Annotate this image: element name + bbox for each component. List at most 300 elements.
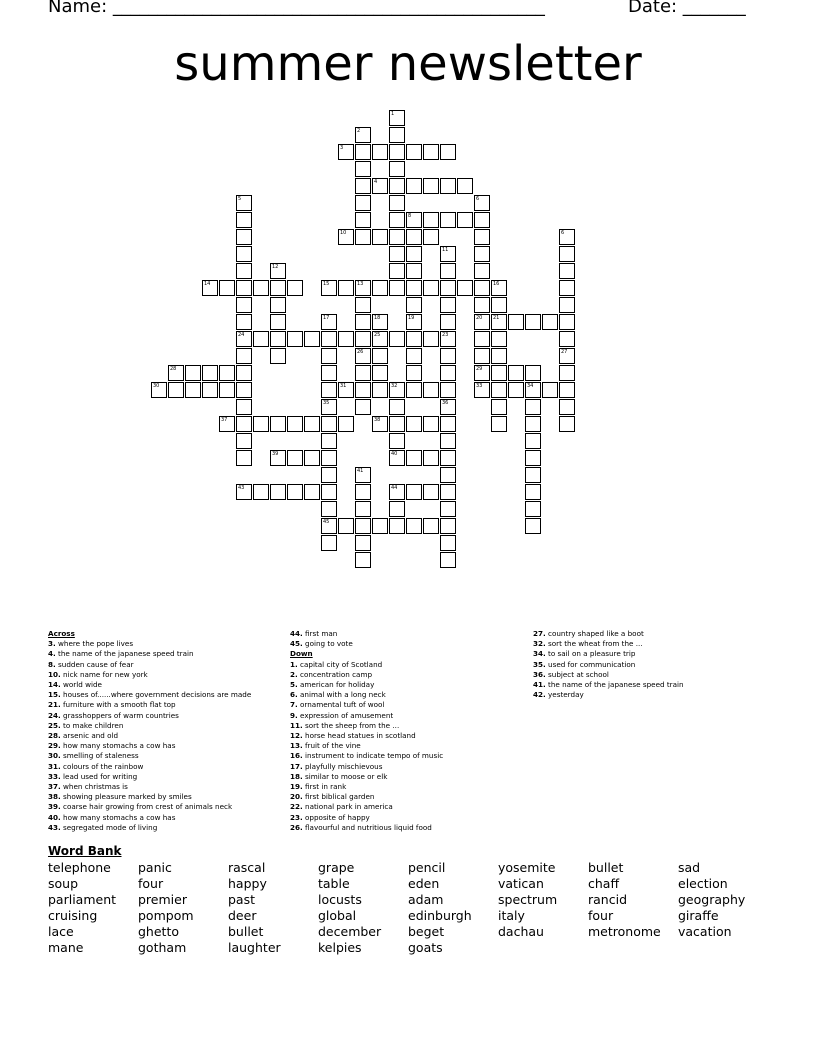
grid-cell[interactable] [287,416,303,432]
clue-text: houses of......where government decisions are made [60,690,252,700]
grid-cell[interactable] [474,229,490,245]
grid-cell[interactable] [525,399,541,415]
grid-cell[interactable] [474,263,490,279]
grid-cell[interactable] [474,348,490,364]
grid-cell[interactable] [355,365,371,381]
grid-cell[interactable] [406,229,422,245]
grid-cell[interactable] [355,399,371,415]
word-bank-item: goats [408,940,443,955]
grid-cell[interactable] [321,450,337,466]
grid-cell[interactable] [389,382,405,398]
clue-text: american for holiday [297,680,375,690]
clue-text: to make children [60,720,124,730]
grid-cell[interactable] [542,382,558,398]
grid-cell[interactable] [372,314,388,330]
grid-cell[interactable] [389,263,405,279]
clue-line [48,721,284,731]
grid-cell[interactable] [559,280,575,296]
clue-line [48,670,284,680]
grid-cell[interactable] [389,178,405,194]
grid-cell[interactable] [270,280,286,296]
grid-cell[interactable] [287,331,303,347]
grid-cell[interactable] [474,246,490,262]
grid-cell[interactable] [321,416,337,432]
clue-number-label: 37. [48,782,61,792]
grid-cell[interactable] [355,212,371,228]
grid-cell[interactable] [389,195,405,211]
grid-cell[interactable] [559,365,575,381]
grid-cell[interactable] [304,331,320,347]
clue-number-label: 45. [290,639,303,649]
grid-cell[interactable] [372,144,388,160]
grid-cell[interactable] [253,484,269,500]
grid-cell[interactable] [236,484,252,500]
grid-cell[interactable] [423,382,439,398]
grid-cell[interactable] [423,144,439,160]
grid-cell[interactable] [236,399,252,415]
grid-cell[interactable] [525,484,541,500]
grid-cell[interactable] [423,331,439,347]
grid-cell[interactable] [236,212,252,228]
grid-cell[interactable] [406,246,422,262]
clue-line [48,639,284,649]
grid-cell[interactable] [406,263,422,279]
clue-text: lead used for writing [60,771,138,781]
grid-cell[interactable] [423,229,439,245]
grid-cell[interactable] [372,280,388,296]
grid-cell[interactable] [321,501,337,517]
clue-line [290,741,526,751]
word-bank-item: bullet [228,924,264,939]
grid-cell[interactable] [355,535,371,551]
grid-cell[interactable] [491,416,507,432]
grid-cell[interactable] [236,365,252,381]
grid-cell[interactable] [559,297,575,313]
word-bank-item: table [318,876,350,891]
grid-cell[interactable] [355,331,371,347]
grid-cell[interactable] [440,399,456,415]
clue-text: animal with a long neck [297,690,386,700]
grid-cell[interactable] [440,212,456,228]
name-field-label: Name: ________________________________________________ [48,0,545,17]
grid-cell[interactable] [389,161,405,177]
grid-cell[interactable] [474,314,490,330]
grid-cell[interactable] [474,331,490,347]
grid-cell[interactable] [270,450,286,466]
grid-cell[interactable] [440,416,456,432]
grid-cell[interactable] [338,229,354,245]
grid-cell[interactable] [440,467,456,483]
clue-number-label: 15. [48,690,61,700]
grid-cell[interactable] [440,450,456,466]
page-title: summer newsletter [174,36,642,92]
grid-cell[interactable] [219,382,235,398]
grid-cell[interactable] [304,450,320,466]
grid-cell[interactable] [355,314,371,330]
grid-cell[interactable] [236,433,252,449]
grid-cell[interactable] [491,297,507,313]
grid-cell[interactable] [491,382,507,398]
grid-cell[interactable] [406,382,422,398]
clue-section-heading: Down [290,649,313,659]
grid-cell[interactable] [338,382,354,398]
clue-section-heading: Across [48,629,75,638]
grid-cell[interactable] [389,501,405,517]
clue-text: going to vote [302,639,353,649]
grid-cell[interactable] [185,365,201,381]
clue-number-label: 9. [290,710,298,720]
grid-cell[interactable] [372,365,388,381]
grid-cell[interactable] [355,195,371,211]
word-bank-item: edinburgh [408,908,472,923]
grid-cell[interactable] [321,433,337,449]
grid-cell[interactable] [440,331,456,347]
clue-number-label: 40. [48,812,61,822]
grid-cell[interactable] [406,314,422,330]
grid-cell[interactable] [270,314,286,330]
grid-cell[interactable] [202,382,218,398]
grid-cell[interactable] [525,365,541,381]
grid-cell[interactable] [338,331,354,347]
grid-cell[interactable] [491,399,507,415]
clue-line [290,782,526,792]
grid-cell[interactable] [457,280,473,296]
grid-cell[interactable] [270,263,286,279]
grid-cell[interactable] [287,280,303,296]
grid-cell[interactable] [168,382,184,398]
clue-number-label: 2. [290,669,298,679]
clue-text: first biblical garden [302,792,375,802]
grid-cell[interactable] [406,212,422,228]
grid-cell[interactable] [474,382,490,398]
grid-cell[interactable] [253,416,269,432]
grid-cell[interactable] [236,280,252,296]
grid-cell[interactable] [321,382,337,398]
word-bank-item: grape [318,860,355,875]
grid-cell[interactable] [321,365,337,381]
grid-cell[interactable] [491,280,507,296]
grid-cell[interactable] [236,416,252,432]
grid-cell[interactable] [406,178,422,194]
grid-cell[interactable] [270,484,286,500]
word-bank-item: vacation [678,924,732,939]
grid-cell[interactable] [423,518,439,534]
clue-number: 38 [374,417,381,423]
grid-cell[interactable] [389,484,405,500]
grid-cell[interactable] [559,416,575,432]
grid-cell[interactable] [440,382,456,398]
grid-cell[interactable] [372,518,388,534]
grid-cell[interactable] [389,110,405,126]
grid-cell[interactable] [559,331,575,347]
grid-cell[interactable] [355,518,371,534]
clue-text: the name of the japanese speed train [545,680,684,690]
clue-text: sort the sheep from the ... [302,720,400,730]
grid-cell[interactable] [491,314,507,330]
grid-cell[interactable] [406,518,422,534]
grid-cell[interactable] [338,144,354,160]
grid-cell[interactable] [389,212,405,228]
grid-cell[interactable] [389,416,405,432]
grid-cell[interactable] [338,518,354,534]
grid-cell[interactable] [355,297,371,313]
grid-cell[interactable] [321,484,337,500]
grid-cell[interactable] [440,518,456,534]
word-bank-item: geography [678,892,746,907]
grid-cell[interactable] [236,263,252,279]
grid-cell[interactable] [525,467,541,483]
word-bank-item: laughter [228,940,281,955]
grid-cell[interactable] [321,535,337,551]
grid-cell[interactable] [355,348,371,364]
grid-cell[interactable] [440,501,456,517]
grid-cell[interactable] [355,178,371,194]
grid-cell[interactable] [457,178,473,194]
grid-cell[interactable] [525,450,541,466]
grid-cell[interactable] [236,229,252,245]
grid-cell[interactable] [389,450,405,466]
grid-cell[interactable] [559,263,575,279]
grid-cell[interactable] [559,399,575,415]
grid-cell[interactable] [151,382,167,398]
date-field-label: Date: _______ [628,0,746,17]
clue-text: first man [302,629,338,638]
grid-cell[interactable] [542,314,558,330]
grid-cell[interactable] [440,280,456,296]
grid-cell[interactable] [423,212,439,228]
grid-cell[interactable] [185,382,201,398]
grid-cell[interactable] [406,484,422,500]
word-bank-item: giraffe [678,908,719,923]
grid-cell[interactable] [219,416,235,432]
grid-cell[interactable] [440,552,456,568]
grid-cell[interactable] [508,382,524,398]
grid-cell[interactable] [440,314,456,330]
grid-cell[interactable] [202,280,218,296]
grid-cell[interactable] [508,314,524,330]
grid-cell[interactable] [440,297,456,313]
grid-cell[interactable] [389,433,405,449]
word-bank-item: pencil [408,860,446,875]
clue-number-label: 31. [48,761,61,771]
grid-cell[interactable] [423,484,439,500]
word-bank-item: deer [228,908,257,923]
grid-cell[interactable] [440,535,456,551]
grid-cell[interactable] [389,518,405,534]
grid-cell[interactable] [474,297,490,313]
grid-cell[interactable] [270,331,286,347]
grid-cell[interactable] [559,382,575,398]
grid-cell[interactable] [406,280,422,296]
grid-cell[interactable] [440,365,456,381]
grid-cell[interactable] [236,195,252,211]
grid-cell[interactable] [321,467,337,483]
grid-cell[interactable] [389,331,405,347]
grid-cell[interactable] [389,246,405,262]
grid-cell[interactable] [474,280,490,296]
grid-cell[interactable] [440,144,456,160]
clue-number-label: 14. [48,680,61,690]
word-bank-title: Word Bank [48,844,122,858]
grid-cell[interactable] [525,433,541,449]
grid-cell[interactable] [372,382,388,398]
grid-cell[interactable] [423,416,439,432]
grid-cell[interactable] [304,484,320,500]
clue-text: smelling of staleness [60,751,139,761]
clue-number: 3 [340,145,344,151]
clue-text: where the pope lives [55,639,134,649]
word-bank-item: italy [498,908,525,923]
clue-number-label: 5. [290,680,298,690]
grid-cell[interactable] [236,246,252,262]
grid-cell[interactable] [389,229,405,245]
clue-number: 26 [357,349,364,355]
grid-cell[interactable] [406,450,422,466]
grid-cell[interactable] [525,314,541,330]
grid-cell[interactable] [559,348,575,364]
grid-cell[interactable] [219,365,235,381]
grid-cell[interactable] [406,297,422,313]
grid-cell[interactable] [287,484,303,500]
grid-cell[interactable] [236,314,252,330]
grid-cell[interactable] [457,212,473,228]
grid-cell[interactable] [236,297,252,313]
grid-cell[interactable] [423,178,439,194]
grid-cell[interactable] [423,280,439,296]
grid-cell[interactable] [389,280,405,296]
clue-number: 4 [374,179,378,185]
grid-cell[interactable] [372,416,388,432]
grid-cell[interactable] [304,416,320,432]
grid-cell[interactable] [474,212,490,228]
grid-cell[interactable] [270,416,286,432]
grid-cell[interactable] [491,348,507,364]
grid-cell[interactable] [321,518,337,534]
clue-line [290,680,526,690]
clue-text: furniture with a smooth flat top [60,700,176,710]
grid-cell[interactable] [287,450,303,466]
clue-number: 45 [323,519,330,525]
grid-cell[interactable] [559,229,575,245]
grid-cell[interactable] [372,229,388,245]
grid-cell[interactable] [270,348,286,364]
grid-cell[interactable] [406,365,422,381]
grid-cell[interactable] [559,246,575,262]
grid-cell[interactable] [321,399,337,415]
grid-cell[interactable] [440,178,456,194]
grid-cell[interactable] [525,501,541,517]
grid-cell[interactable] [236,382,252,398]
clue-line [48,772,284,782]
grid-cell[interactable] [355,501,371,517]
clue-line [48,762,284,772]
word-bank-item: four [138,876,164,891]
clue-text: arsenic and old [60,731,119,741]
grid-cell[interactable] [474,365,490,381]
grid-cell[interactable] [389,127,405,143]
grid-cell[interactable] [372,178,388,194]
clue-number-label: 11. [290,720,303,730]
grid-cell[interactable] [321,280,337,296]
grid-cell[interactable] [253,280,269,296]
word-bank-item: vatican [498,876,544,891]
grid-cell[interactable] [236,331,252,347]
grid-cell[interactable] [355,161,371,177]
grid-cell[interactable] [440,246,456,262]
grid-cell[interactable] [389,144,405,160]
grid-cell[interactable] [474,195,490,211]
grid-cell[interactable] [406,416,422,432]
clue-line [48,802,284,812]
grid-cell[interactable] [236,348,252,364]
clue-number-label: 44. [290,629,303,638]
grid-cell[interactable] [440,433,456,449]
clue-number-label: 26. [290,822,303,832]
grid-cell[interactable] [355,484,371,500]
grid-cell[interactable] [338,416,354,432]
grid-cell[interactable] [372,331,388,347]
grid-cell[interactable] [491,331,507,347]
grid-cell[interactable] [253,331,269,347]
grid-cell[interactable] [355,382,371,398]
clue-number: 30 [153,383,160,389]
grid-cell[interactable] [525,416,541,432]
clue-text: national park in america [302,802,393,812]
word-bank-item: ghetto [138,924,179,939]
grid-cell[interactable] [406,348,422,364]
grid-cell[interactable] [355,127,371,143]
grid-cell[interactable] [423,450,439,466]
grid-cell[interactable] [168,365,184,381]
grid-cell[interactable] [202,365,218,381]
word-bank-item: spectrum [498,892,558,907]
clue-line [533,660,773,670]
grid-cell[interactable] [372,348,388,364]
clue-number: 44 [391,485,398,491]
grid-cell[interactable] [525,382,541,398]
grid-cell[interactable] [525,518,541,534]
word-bank-item: locusts [318,892,362,907]
grid-cell[interactable] [406,144,422,160]
word-bank-item: cruising [48,908,98,923]
grid-cell[interactable] [406,331,422,347]
clue-line [290,823,526,833]
grid-cell[interactable] [355,229,371,245]
clue-text: colours of the rainbow [60,761,144,771]
grid-cell[interactable] [270,297,286,313]
grid-cell[interactable] [508,365,524,381]
grid-cell[interactable] [440,263,456,279]
grid-cell[interactable] [491,365,507,381]
grid-cell[interactable] [338,280,354,296]
grid-cell[interactable] [355,144,371,160]
grid-cell[interactable] [321,331,337,347]
grid-cell[interactable] [321,314,337,330]
word-bank-item: premier [138,892,187,907]
grid-cell[interactable] [355,552,371,568]
grid-cell[interactable] [389,399,405,415]
grid-cell[interactable] [440,484,456,500]
grid-cell[interactable] [440,348,456,364]
grid-cell[interactable] [355,467,371,483]
grid-cell[interactable] [321,348,337,364]
grid-cell[interactable] [355,280,371,296]
clue-text: segregated mode of living [60,822,158,832]
grid-cell[interactable] [559,314,575,330]
clue-number: 21 [493,315,500,321]
grid-cell[interactable] [219,280,235,296]
grid-cell[interactable] [236,450,252,466]
